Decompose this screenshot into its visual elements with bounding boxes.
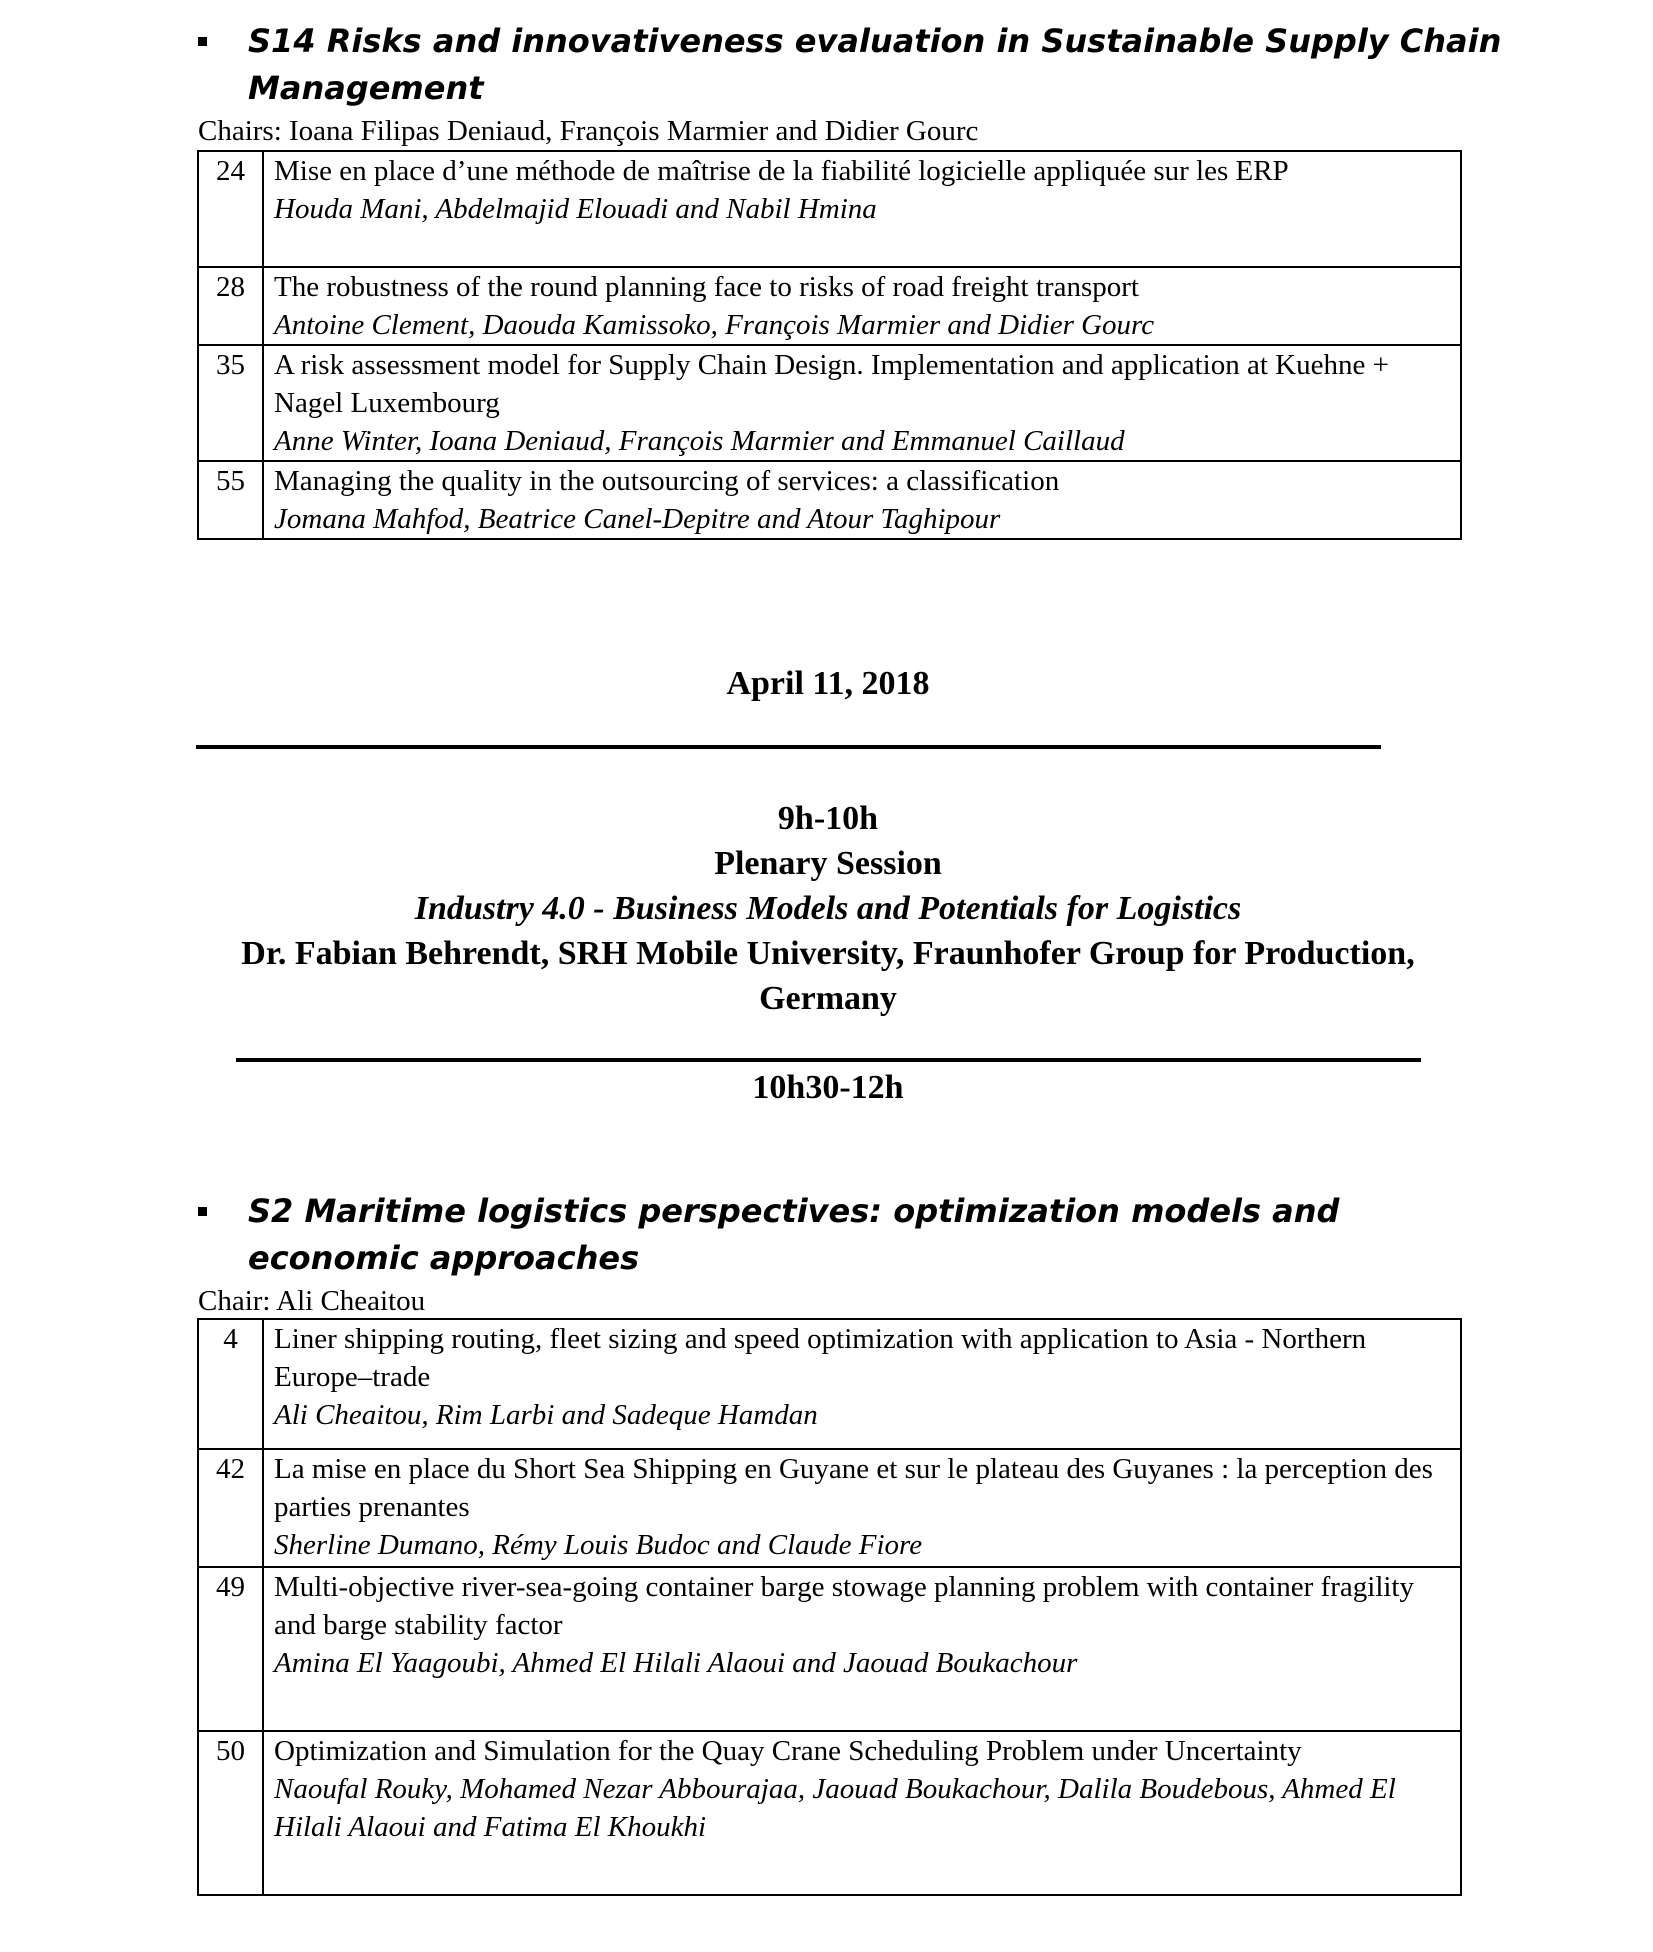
session-heading-s14 [198,18,1508,112]
paper-title: Multi-objective river-sea-going container barge stowage planning problem with container fragility and barge stability factor [274,1571,1414,1641]
session-title: S2 Maritime logistics perspectives: optimization models and economic approaches [248,1192,1340,1277]
paper-number: 28 [198,267,263,345]
paper-cell [263,1731,1461,1895]
plenary-label: Plenary Session [714,845,942,882]
paper-cell [263,461,1461,539]
table-row [198,1449,1461,1567]
session-time: 10h30-12h [752,1069,904,1106]
paper-title: A risk assessment model for Supply Chain Design. Implementation and application at Kuehne + Nagel Luxembourg [274,349,1389,419]
paper-title: Mise en place d’une méthode de maîtrise de la fiabilité logicielle appliquée sur les ERP [274,155,1289,187]
paper-number: 24 [198,151,263,267]
paper-cell [263,267,1461,345]
paper-number: 42 [198,1449,263,1567]
paper-number: 35 [198,345,263,461]
paper-number: 49 [198,1567,263,1731]
paper-title: The robustness of the round planning face to risks of road freight transport [274,271,1139,303]
paper-cell [263,151,1461,267]
bullet-icon [198,37,207,46]
plenary-talk-title: Industry 4.0 - Business Models and Potentials for Logistics [414,890,1242,927]
paper-authors: Sherline Dumano, Rémy Louis Budoc and Claude Fiore [274,1529,923,1561]
paper-cell [263,1319,1461,1449]
session-chairs: Chair: Ali Cheaitou [198,1285,426,1317]
table-row [198,1731,1461,1895]
table-row [198,267,1461,345]
session-chairs: Chairs: Ioana Filipas Deniaud, François Marmier and Didier Gourc [198,115,979,147]
paper-authors: Naoufal Rouky, Mohamed Nezar Abbourajaa, Jaouad Boukachour, Dalila Boudebous, Ahmed El Hilali Alaoui and Fatima El Khoukhi [274,1773,1396,1843]
plenary-block [198,796,1458,1021]
paper-title: La mise en place du Short Sea Shipping en Guyane et sur le plateau des Guyanes : la perception des parties prenantes [274,1453,1433,1523]
session-title: S14 Risks and innovativeness evaluation in Sustainable Supply Chain Management [248,22,1502,107]
paper-authors: Jomana Mahfod, Beatrice Canel-Depitre and Atour Taghipour [274,503,1001,535]
paper-cell [263,1449,1461,1567]
paper-number: 4 [198,1319,263,1449]
bullet-icon [198,1207,207,1216]
paper-authors: Ali Cheaitou, Rim Larbi and Sadeque Hamdan [274,1399,818,1431]
paper-number: 50 [198,1731,263,1895]
table-row [198,151,1461,267]
plenary-time: 9h-10h [777,800,879,837]
paper-cell [263,345,1461,461]
papers-table-s2 [197,1318,1462,1896]
plenary-speaker: Dr. Fabian Behrendt, SRH Mobile University, Fraunhofer Group for Production, Germany [241,935,1415,1017]
divider [236,1058,1421,1062]
divider [196,745,1381,749]
paper-title: Liner shipping routing, fleet sizing and speed optimization with application to Asia - Northern Europe–trade [274,1323,1367,1393]
paper-title: Managing the quality in the outsourcing of services: a classification [274,465,1060,497]
paper-number: 55 [198,461,263,539]
day-date: April 11, 2018 [726,665,930,702]
papers-table-s14 [197,150,1462,540]
table-row [198,345,1461,461]
table-row [198,1319,1461,1449]
paper-title: Optimization and Simulation for the Quay Crane Scheduling Problem under Uncertainty [274,1735,1302,1767]
table-row [198,1567,1461,1731]
table-row [198,461,1461,539]
paper-authors: Houda Mani, Abdelmajid Elouadi and Nabil Hmina [274,193,877,225]
session-heading-s2 [198,1188,1508,1282]
paper-authors: Amina El Yaagoubi, Ahmed El Hilali Alaoui and Jaouad Boukachour [274,1647,1078,1679]
paper-authors: Antoine Clement, Daouda Kamissoko, François Marmier and Didier Gourc [274,309,1155,341]
paper-authors: Anne Winter, Ioana Deniaud, François Marmier and Emmanuel Caillaud [274,425,1125,457]
paper-cell [263,1567,1461,1731]
